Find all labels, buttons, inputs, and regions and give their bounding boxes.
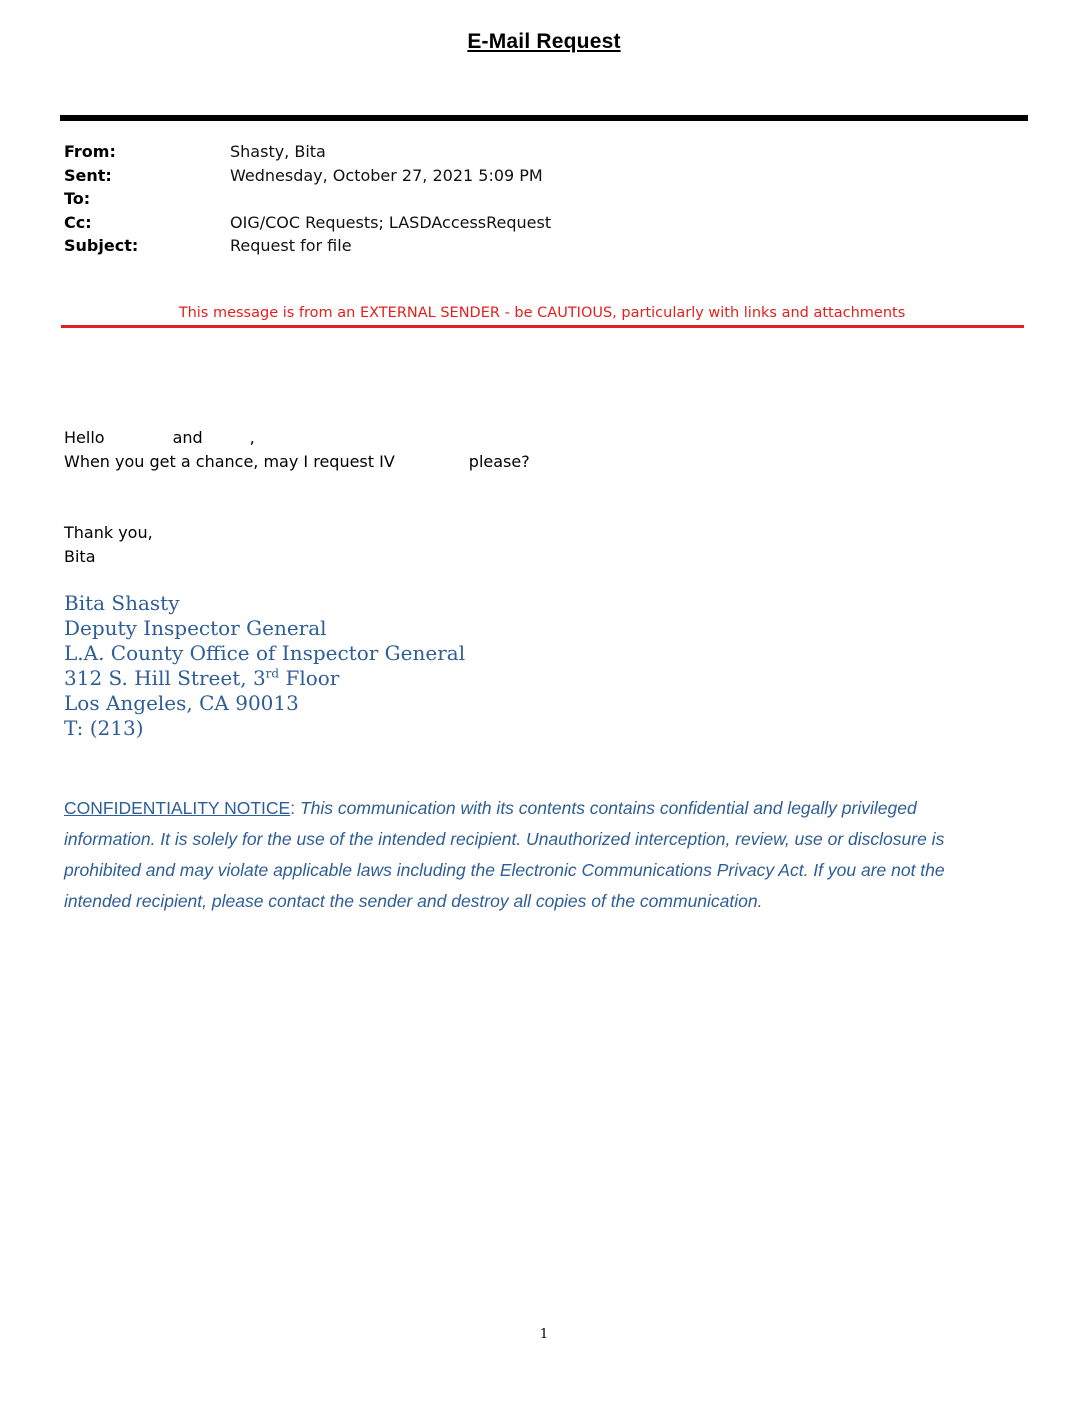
confidentiality-notice [64, 793, 984, 917]
subject-label: Subject: [64, 236, 139, 255]
from-label: From: [64, 142, 116, 161]
request-end: please? [468, 452, 530, 471]
warning-divider [61, 325, 1024, 328]
closing-name: Bita [64, 547, 96, 566]
cc-row [64, 211, 551, 235]
signature-street [64, 666, 465, 691]
sent-row [64, 164, 551, 188]
page-number: 1 [539, 1327, 549, 1342]
from-value: Shasty, Bita [230, 142, 326, 161]
street-suffix: Floor [279, 666, 340, 690]
closing-line: Thank you, [64, 523, 153, 542]
notice-label: CONFIDENTIALITY NOTICE [64, 798, 291, 818]
subject-value: Request for file [230, 236, 352, 255]
cc-label: Cc: [64, 212, 92, 232]
greeting-hello: Hello [64, 428, 105, 447]
signature-title: Deputy Inspector General [64, 616, 327, 640]
street-prefix: 312 S. Hill Street, 3 [64, 666, 266, 690]
page-title: E-Mail Request [467, 30, 621, 53]
signature-phone: T: (213) [64, 716, 144, 740]
to-row [64, 187, 551, 211]
street-superscript: rd [265, 666, 280, 681]
greeting-comma: , [249, 428, 255, 447]
notice-colon: : [290, 798, 300, 818]
notice-text: This communication with its contents contains confidential and legally privileged information. It is solely for the use of the intended recipient. Unauthorized interception, review, use or disclosure is prohibited and may violate applicable laws including the Electronic Communications Privacy Act. If you are not the intended recipient, please contact the sender and destroy all copies of the communication. [64, 798, 945, 911]
greeting-line [64, 426, 255, 450]
signature-block [64, 591, 465, 741]
external-sender-warning: This message is from an EXTERNAL SENDER - be CAUTIOUS, particularly with links and attachments [178, 305, 906, 321]
sent-label: Sent: [64, 165, 112, 185]
signature-name: Bita Shasty [64, 591, 180, 615]
greeting-and: and [172, 428, 203, 447]
to-label: To: [64, 189, 91, 208]
header-divider [60, 115, 1028, 121]
subject-row [64, 234, 551, 258]
email-header [64, 140, 551, 258]
signature-city: Los Angeles, CA 90013 [64, 691, 299, 715]
cc-value: OIG/COC Requests; LASDAccessRequest [230, 212, 552, 232]
request-line [64, 450, 530, 474]
sent-value: Wednesday, October 27, 2021 5:09 PM [230, 165, 543, 185]
signature-office: L.A. County Office of Inspector General [64, 641, 466, 665]
from-row [64, 140, 551, 164]
request-start: When you get a chance, may I request IV [64, 452, 395, 471]
